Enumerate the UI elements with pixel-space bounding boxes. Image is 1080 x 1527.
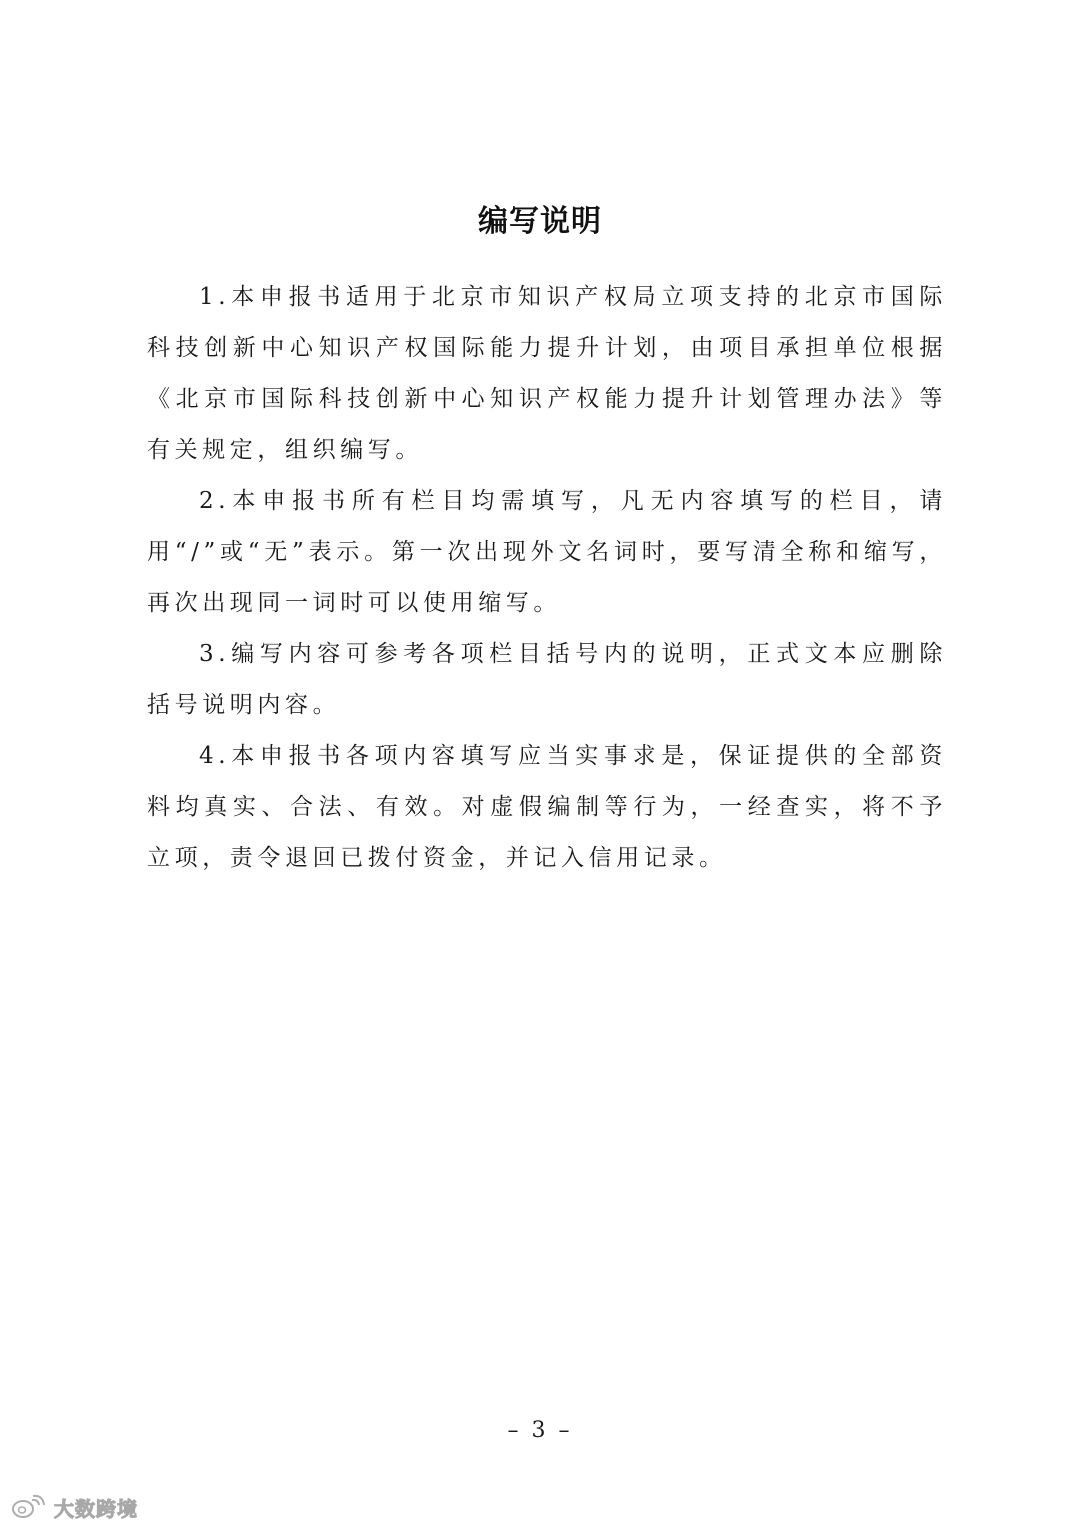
instruction-paragraph-3: 3.编写内容可参考各项栏目括号内的说明，正式文本应删除括号说明内容。 [147,641,947,718]
page-title: 编写说明 [478,204,602,239]
instructions-body [147,272,947,884]
instruction-paragraph-1: 1.本申报书适用于北京市知识产权局立项支持的北京市国际科技创新中心知识产权国际能力提升计划，由项目承担单位根据《北京市国际科技创新中心知识产权能力提升计划管理办法》等有关规定，组织编写。 [147,284,947,463]
instruction-paragraph-2: 2.本申报书所有栏目均需填写，凡无内容填写的栏目，请用“/”或“无”表示。第一次出现外文名词时，要写清全称和缩写，再次出现同一词时可以使用缩写。 [147,488,947,616]
watermark-text: 大数跨境 [54,1496,138,1521]
page-number: – 3 – [507,1418,573,1443]
instruction-paragraph-4: 4.本申报书各项内容填写应当实事求是，保证提供的全部资料均真实、合法、有效。对虚假编制等行为，一经查实，将不予立项，责令退回已拨付资金，并记入信用记录。 [147,743,947,871]
watermark [10,1492,138,1522]
weibo-logo-icon [10,1494,50,1520]
